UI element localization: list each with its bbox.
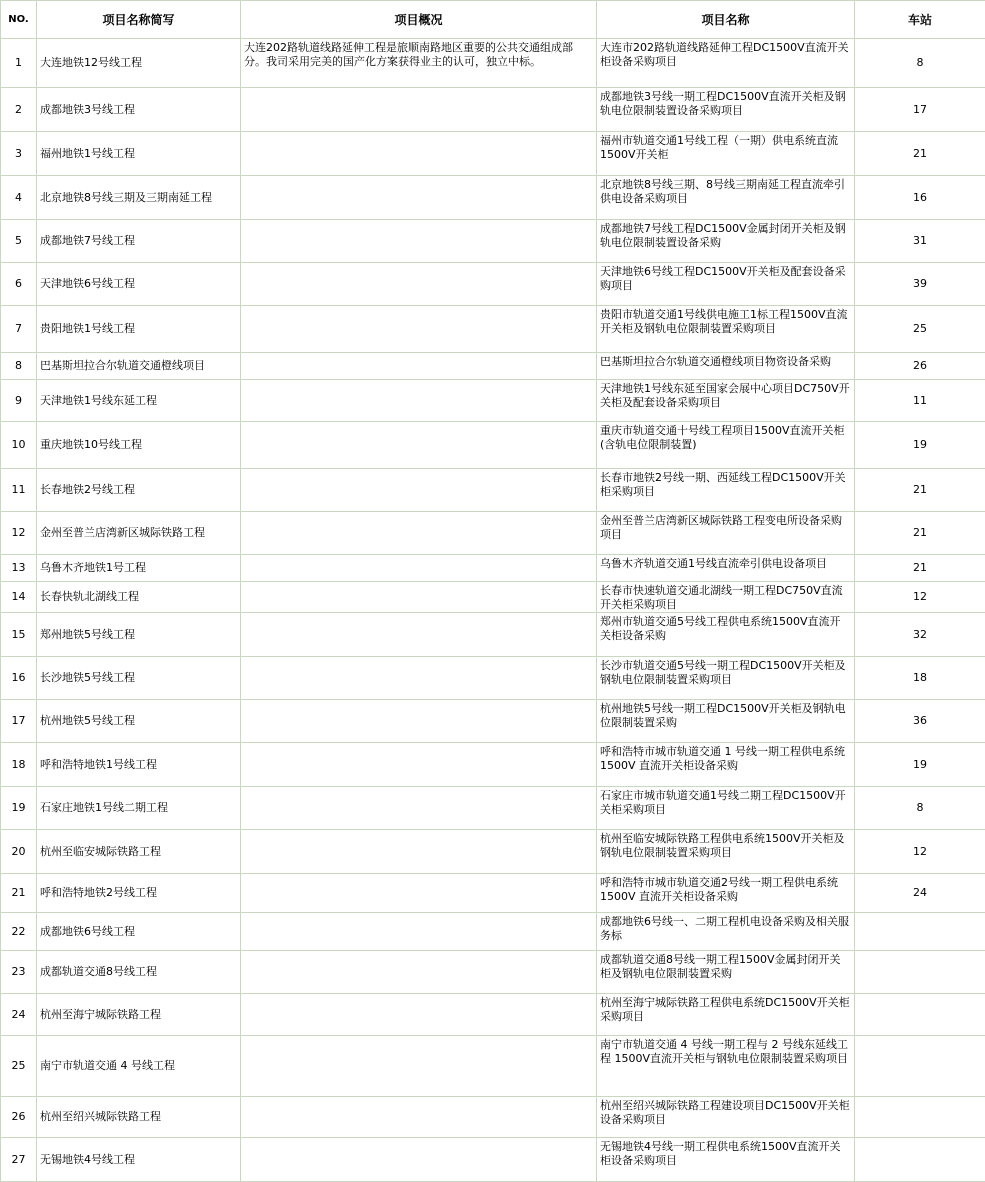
row-no: 18 [1,743,37,787]
row-overview [241,787,597,830]
row-abbr: 呼和浩特地铁1号线工程 [37,743,241,787]
row-no: 5 [1,220,37,263]
row-stations: 25 [855,306,985,353]
row-stations: 26 [855,353,985,380]
row-stations: 8 [855,39,985,88]
row-full-name: 杭州至临安城际铁路工程供电系统1500V开关柜及钢轨电位限制装置采购项目 [597,830,855,874]
row-overview [241,913,597,951]
table-row [1,512,985,555]
row-abbr: 巴基斯坦拉合尔轨道交通橙线项目 [37,353,241,380]
row-abbr: 成都地铁6号线工程 [37,913,241,951]
row-full-name: 重庆市轨道交通十号线工程项目1500V直流开关柜(含轨电位限制装置) [597,422,855,469]
row-stations: 36 [855,700,985,743]
row-abbr: 杭州至临安城际铁路工程 [37,830,241,874]
row-full-name: 呼和浩特市城市轨道交通2号线一期工程供电系统 1500V 直流开关柜设备采购 [597,874,855,913]
row-abbr: 成都轨道交通8号线工程 [37,951,241,994]
table-row [1,469,985,512]
table-row [1,220,985,263]
row-overview [241,306,597,353]
row-abbr: 无锡地铁4号线工程 [37,1138,241,1182]
table-row [1,994,985,1036]
row-stations: 21 [855,469,985,512]
row-abbr: 成都地铁3号线工程 [37,88,241,132]
row-no: 22 [1,913,37,951]
row-overview [241,582,597,613]
row-abbr: 杭州至海宁城际铁路工程 [37,994,241,1036]
row-stations: 18 [855,657,985,700]
row-full-name: 天津地铁6号线工程DC1500V开关柜及配套设备采购项目 [597,263,855,306]
row-full-name: 长沙市轨道交通5号线一期工程DC1500V开关柜及钢轨电位限制装置采购项目 [597,657,855,700]
row-overview [241,512,597,555]
row-abbr: 成都地铁7号线工程 [37,220,241,263]
row-no: 9 [1,380,37,422]
row-abbr: 北京地铁8号线三期及三期南延工程 [37,176,241,220]
row-stations: 19 [855,743,985,787]
row-full-name: 北京地铁8号线三期、8号线三期南延工程直流牵引供电设备采购项目 [597,176,855,220]
row-stations [855,951,985,994]
row-no: 4 [1,176,37,220]
row-no: 6 [1,263,37,306]
row-abbr: 南宁市轨道交通 4 号线工程 [37,1036,241,1097]
table-row [1,700,985,743]
table-row [1,1097,985,1138]
row-overview [241,380,597,422]
row-overview [241,220,597,263]
table-row [1,306,985,353]
row-overview [241,132,597,176]
table-row [1,555,985,582]
row-full-name: 石家庄市城市轨道交通1号线二期工程DC1500V开关柜采购项目 [597,787,855,830]
table-row [1,787,985,830]
row-overview [241,657,597,700]
table-row [1,88,985,132]
table-row [1,380,985,422]
table-row [1,874,985,913]
row-overview [241,176,597,220]
row-full-name: 福州市轨道交通1号线工程（一期）供电系统直流1500V开关柜 [597,132,855,176]
row-full-name: 杭州地铁5号线一期工程DC1500V开关柜及钢轨电位限制装置采购 [597,700,855,743]
row-no: 15 [1,613,37,657]
row-full-name: 杭州至海宁城际铁路工程供电系统DC1500V开关柜采购项目 [597,994,855,1036]
row-stations: 12 [855,582,985,613]
table-row [1,1138,985,1182]
row-no: 26 [1,1097,37,1138]
row-full-name: 长春市快速轨道交通北湖线一期工程DC750V直流开关柜采购项目 [597,582,855,613]
row-abbr: 石家庄地铁1号线二期工程 [37,787,241,830]
row-no: 19 [1,787,37,830]
row-overview [241,422,597,469]
row-full-name: 巴基斯坦拉合尔轨道交通橙线项目物资设备采购 [597,353,855,380]
row-stations: 16 [855,176,985,220]
header-overview: 项目概况 [241,1,597,39]
row-overview [241,830,597,874]
row-no: 21 [1,874,37,913]
row-full-name: 乌鲁木齐轨道交通1号线直流牵引供电设备项目 [597,555,855,582]
row-no: 23 [1,951,37,994]
row-abbr: 天津地铁6号线工程 [37,263,241,306]
row-overview [241,263,597,306]
row-overview [241,700,597,743]
header-stations: 车站 [855,1,985,39]
table-row [1,39,985,88]
row-full-name: 贵阳市轨道交通1号线供电施工1标工程1500V直流开关柜及钢轨电位限制装置采购项目 [597,306,855,353]
table-row [1,657,985,700]
row-no: 27 [1,1138,37,1182]
row-overview [241,88,597,132]
table-row [1,353,985,380]
row-overview [241,555,597,582]
table-row [1,132,985,176]
row-overview [241,951,597,994]
row-full-name: 成都地铁3号线一期工程DC1500V直流开关柜及钢轨电位限制装置设备采购项目 [597,88,855,132]
row-stations: 39 [855,263,985,306]
row-stations: 21 [855,132,985,176]
row-full-name: 呼和浩特市城市轨道交通 1 号线一期工程供电系统 1500V 直流开关柜设备采购 [597,743,855,787]
row-no: 14 [1,582,37,613]
row-full-name: 成都轨道交通8号线一期工程1500V金属封闭开关柜及钢轨电位限制装置采购 [597,951,855,994]
header-row [1,1,985,39]
row-overview [241,613,597,657]
row-overview [241,469,597,512]
row-stations: 12 [855,830,985,874]
row-no: 2 [1,88,37,132]
table-row [1,913,985,951]
row-abbr: 乌鲁木齐地铁1号工程 [37,555,241,582]
row-full-name: 大连市202路轨道线路延伸工程DC1500V直流开关柜设备采购项目 [597,39,855,88]
table-row [1,951,985,994]
header-no: NO. [1,1,37,39]
row-abbr: 福州地铁1号线工程 [37,132,241,176]
row-stations [855,994,985,1036]
table-row [1,176,985,220]
table-row [1,830,985,874]
row-abbr: 呼和浩特地铁2号线工程 [37,874,241,913]
row-no: 16 [1,657,37,700]
table-row [1,582,985,613]
row-full-name: 成都地铁6号线一、二期工程机电设备采购及相关服务标 [597,913,855,951]
row-stations [855,1138,985,1182]
row-abbr: 长春快轨北湖线工程 [37,582,241,613]
table-row [1,613,985,657]
table-row [1,1036,985,1097]
row-abbr: 重庆地铁10号线工程 [37,422,241,469]
row-stations: 17 [855,88,985,132]
row-no: 10 [1,422,37,469]
row-stations [855,1097,985,1138]
row-full-name: 杭州至绍兴城际铁路工程建设项目DC1500V开关柜设备采购项目 [597,1097,855,1138]
row-overview [241,1036,597,1097]
row-stations: 19 [855,422,985,469]
row-abbr: 长沙地铁5号线工程 [37,657,241,700]
table-row [1,422,985,469]
row-abbr: 金州至普兰店湾新区城际铁路工程 [37,512,241,555]
row-no: 3 [1,132,37,176]
row-full-name: 成都地铁7号线工程DC1500V金属封闭开关柜及钢轨电位限制装置设备采购 [597,220,855,263]
row-stations: 11 [855,380,985,422]
row-stations: 24 [855,874,985,913]
row-no: 12 [1,512,37,555]
row-overview [241,353,597,380]
row-no: 11 [1,469,37,512]
row-no: 7 [1,306,37,353]
row-stations: 32 [855,613,985,657]
header-abbr: 项目名称简写 [37,1,241,39]
row-stations: 21 [855,512,985,555]
row-no: 24 [1,994,37,1036]
row-no: 13 [1,555,37,582]
row-overview: 大连202路轨道线路延伸工程是旅顺南路地区重要的公共交通组成部分。我司采用完美的国产化方案获得业主的认可，独立中标。 [241,39,597,88]
row-abbr: 杭州地铁5号线工程 [37,700,241,743]
row-overview [241,1138,597,1182]
row-no: 1 [1,39,37,88]
row-stations [855,1036,985,1097]
row-full-name: 金州至普兰店湾新区城际铁路工程变电所设备采购项目 [597,512,855,555]
row-overview [241,874,597,913]
row-stations: 8 [855,787,985,830]
row-no: 20 [1,830,37,874]
row-overview [241,994,597,1036]
row-overview [241,743,597,787]
header-full-name: 项目名称 [597,1,855,39]
row-no: 8 [1,353,37,380]
row-abbr: 杭州至绍兴城际铁路工程 [37,1097,241,1138]
row-full-name: 南宁市轨道交通 4 号线一期工程与 2 号线东延线工程 1500V直流开关柜与钢轨电位限制装置采购项目 [597,1036,855,1097]
row-abbr: 长春地铁2号线工程 [37,469,241,512]
row-abbr: 天津地铁1号线东延工程 [37,380,241,422]
row-no: 17 [1,700,37,743]
row-full-name: 无锡地铁4号线一期工程供电系统1500V直流开关柜设备采购项目 [597,1138,855,1182]
row-stations [855,913,985,951]
row-stations: 31 [855,220,985,263]
row-stations: 21 [855,555,985,582]
table-row [1,743,985,787]
row-abbr: 贵阳地铁1号线工程 [37,306,241,353]
row-no: 25 [1,1036,37,1097]
row-abbr: 郑州地铁5号线工程 [37,613,241,657]
row-abbr: 大连地铁12号线工程 [37,39,241,88]
row-full-name: 天津地铁1号线东延至国家会展中心项目DC750V开关柜及配套设备采购项目 [597,380,855,422]
row-overview [241,1097,597,1138]
row-full-name: 长春市地铁2号线一期、西延线工程DC1500V开关柜采购项目 [597,469,855,512]
table-row [1,263,985,306]
row-full-name: 郑州市轨道交通5号线工程供电系统1500V直流开关柜设备采购 [597,613,855,657]
